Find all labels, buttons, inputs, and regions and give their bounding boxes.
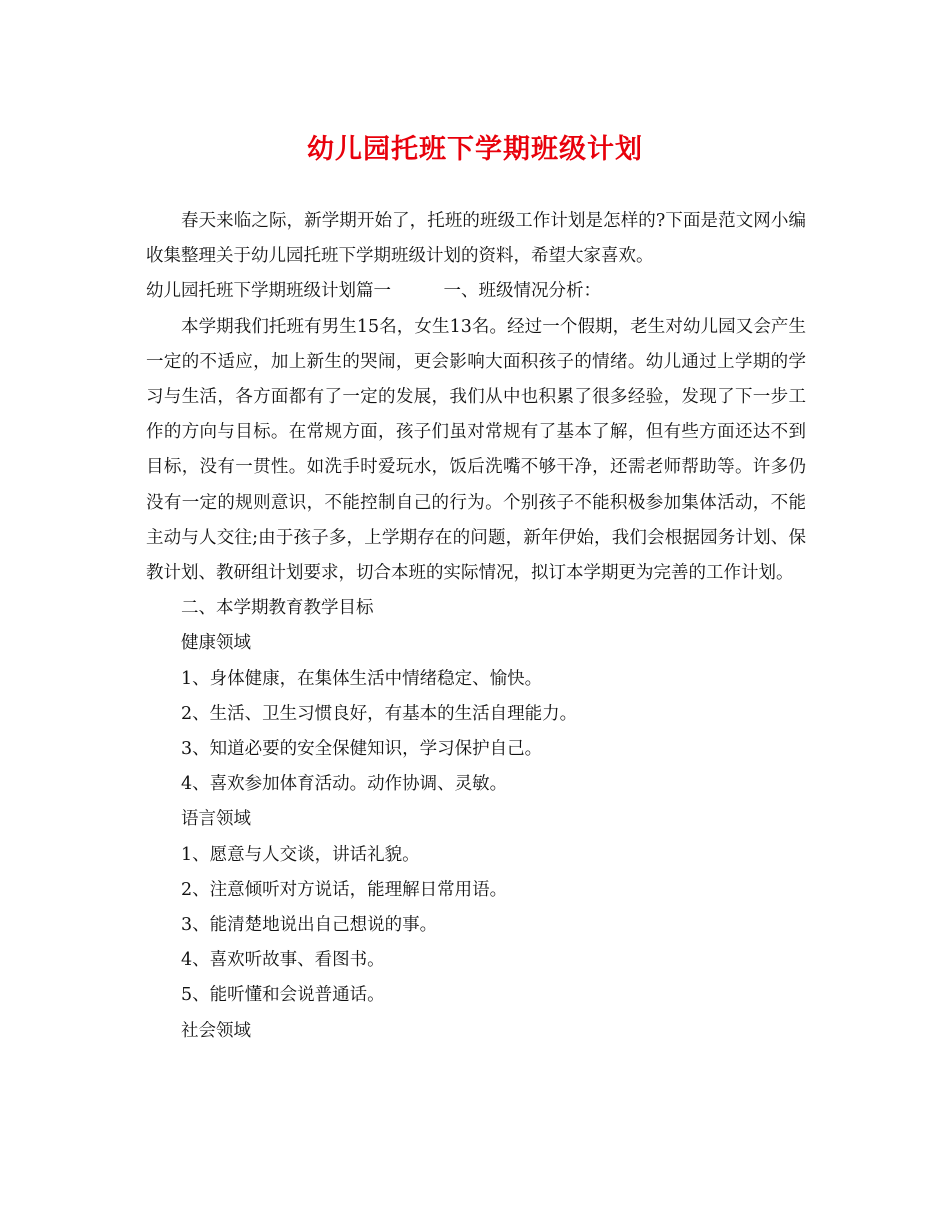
health-item: 2、生活、卫生习惯良好，有基本的生活自理能力。 <box>181 703 578 724</box>
language-item: 2、注意倾听对方说话，能理解日常用语。 <box>181 879 508 900</box>
language-item: 3、能清楚地说出自己想说的事。 <box>181 915 438 936</box>
language-item: 1、愿意与人交谈，讲话礼貌。 <box>181 844 420 865</box>
health-item: 1、身体健康，在集体生活中情绪稳定、愉快。 <box>181 668 543 689</box>
language-item: 5、能听懂和会说普通话。 <box>181 985 385 1006</box>
section-line: 幼儿园托班下学期班级计划篇一 一、班级情况分析： <box>146 281 601 302</box>
health-heading: 健康领域 <box>181 633 251 654</box>
social-heading: 社会领域 <box>181 1020 251 1041</box>
analysis-paragraph: 本学期我们托班有男生15名，女生13名。经过一个假期，老生对幼儿园又会产生一定的不适应，加上新生的哭闹，更会影响大面积孩子的情绪。幼儿通过上学期的学习与生活，各方面都有了一定的发展，我们从中也积累了很多经验，发现了下一步工作的方向与目标。在常规方面，孩子们虽对常规有了基本了解，但有些方面还达不到目标，没有一贯性。如洗手时爱玩水，饭后洗嘴不够干净，还需老师帮助等。许多仍没有一定的规则意识，不能控制自己的行为。个别孩子不能积极参加集体活动，不能主动与人交往;由于孩子多，上学期存在的问题，新年伊始，我们会根据园务计划、保教计划、教研组计划要求，切合本班的实际情况，拟订本学期更为完善的工作计划。 <box>146 316 806 584</box>
language-heading: 语言领域 <box>181 809 251 830</box>
language-item: 4、喜欢听故事、看图书。 <box>181 950 385 971</box>
health-item: 4、喜欢参加体育活动。动作协调、灵敏。 <box>181 774 508 795</box>
document-title: 幼儿园托班下学期班级计划 <box>307 134 643 165</box>
health-item: 3、知道必要的安全保健知识，学习保护自己。 <box>181 739 543 760</box>
goals-heading: 二、本学期教育教学目标 <box>181 598 374 619</box>
document-body <box>146 204 806 1049</box>
intro-paragraph: 春天来临之际，新学期开始了，托班的班级工作计划是怎样的?下面是范文网小编收集整理关于幼儿园托班下学期班级计划的资料，希望大家喜欢。 <box>146 211 806 267</box>
